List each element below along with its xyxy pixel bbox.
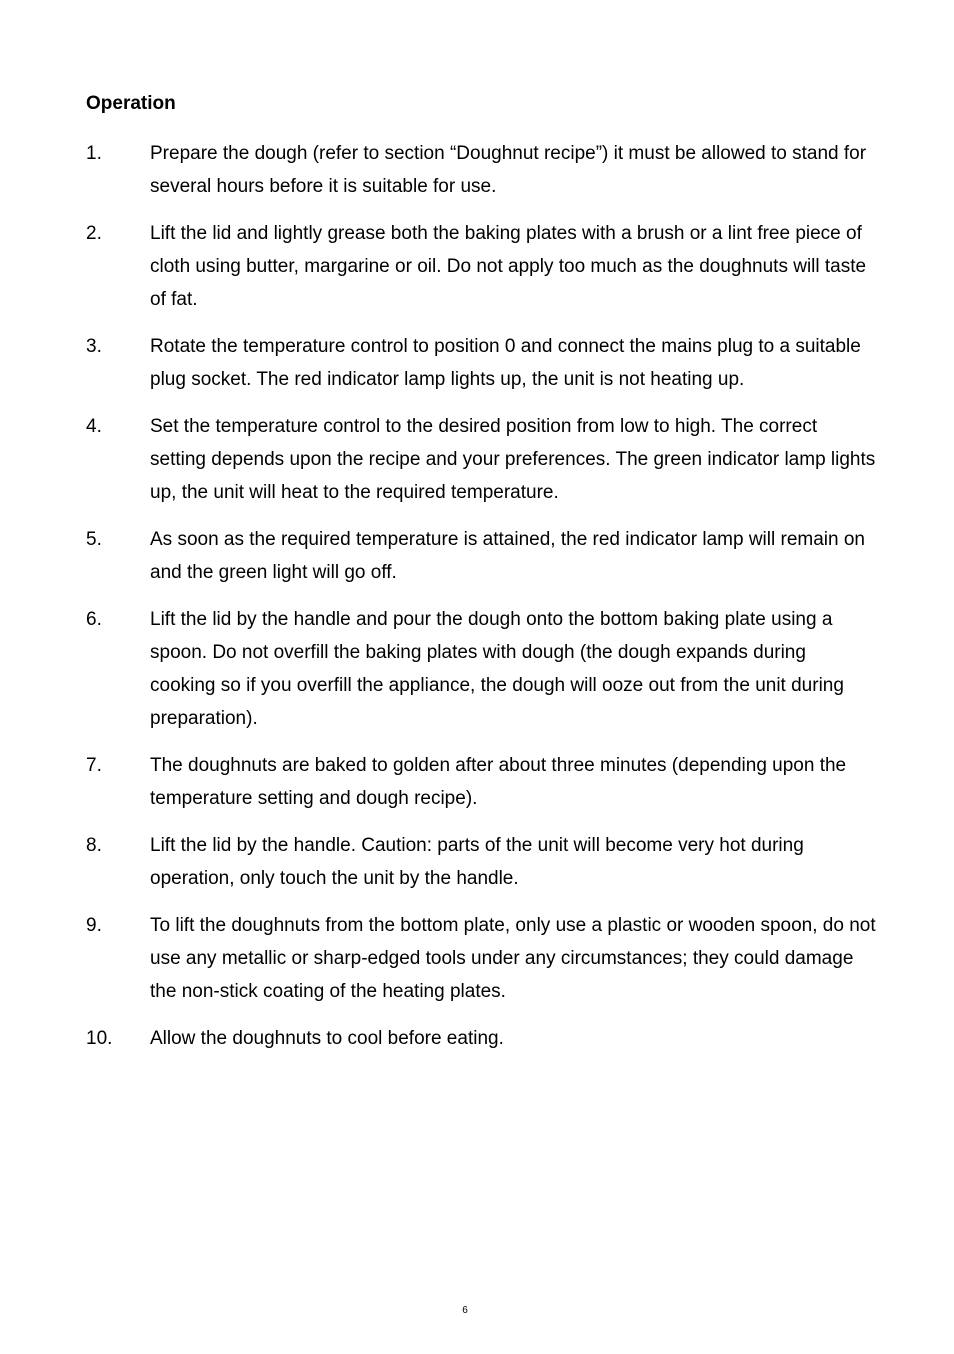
step-text: As soon as the required temperature is attained, the red indicator lamp will remain on and the green light will go off. <box>150 529 865 583</box>
step-text: Rotate the temperature control to position 0 and connect the mains plug to a suitable plug socket. The red indicator lamp lights up, the unit is not heating up. <box>150 336 861 390</box>
section-title: Operation <box>86 93 176 114</box>
step-item <box>86 523 876 589</box>
step-number: 5. <box>86 529 102 550</box>
step-text: The doughnuts are baked to golden after about three minutes (depending upon the temperature setting and dough recipe). <box>150 755 847 809</box>
step-text: Set the temperature control to the desired position from low to high. The correct setting depends upon the recipe and your preferences. The green indicator lamp lights up, the unit will heat to the required temperature. <box>150 416 876 503</box>
step-item <box>86 749 876 815</box>
step-item <box>86 1022 876 1055</box>
step-text: Lift the lid by the handle. Caution: parts of the unit will become very hot during operation, only touch the unit by the handle. <box>150 835 804 889</box>
operation-steps-list <box>86 137 876 1069</box>
step-item <box>86 410 876 509</box>
step-number: 7. <box>86 755 102 776</box>
step-item <box>86 217 876 316</box>
step-item <box>86 603 876 735</box>
step-text: Lift the lid by the handle and pour the dough onto the bottom baking plate using a spoon. Do not overfill the baking plates with dough (the dough expands during cooking so if you overfill the appliance, the dough will ooze out from the unit during preparation). <box>150 609 844 729</box>
step-item <box>86 137 876 203</box>
page-number: 6 <box>462 1305 468 1316</box>
step-item <box>86 330 876 396</box>
step-text: Allow the doughnuts to cool before eating. <box>150 1028 504 1049</box>
step-number: 3. <box>86 336 102 357</box>
step-item <box>86 909 876 1008</box>
step-text: Lift the lid and lightly grease both the baking plates with a brush or a lint free piece of cloth using butter, margarine or oil. Do not apply too much as the doughnuts will taste of fat. <box>150 223 867 310</box>
step-number: 9. <box>86 915 102 936</box>
step-number: 4. <box>86 416 102 437</box>
step-text: Prepare the dough (refer to section “Doughnut recipe”) it must be allowed to stand for several hours before it is suitable for use. <box>150 143 867 197</box>
step-number: 8. <box>86 835 102 856</box>
step-text: To lift the doughnuts from the bottom plate, only use a plastic or wooden spoon, do not use any metallic or sharp-edged tools under any circumstances; they could damage the non-stick coating of the heating plates. <box>150 915 876 1002</box>
step-number: 2. <box>86 223 102 244</box>
step-number: 1. <box>86 143 102 164</box>
step-item <box>86 829 876 895</box>
step-number: 6. <box>86 609 102 630</box>
step-number: 10. <box>86 1028 113 1049</box>
